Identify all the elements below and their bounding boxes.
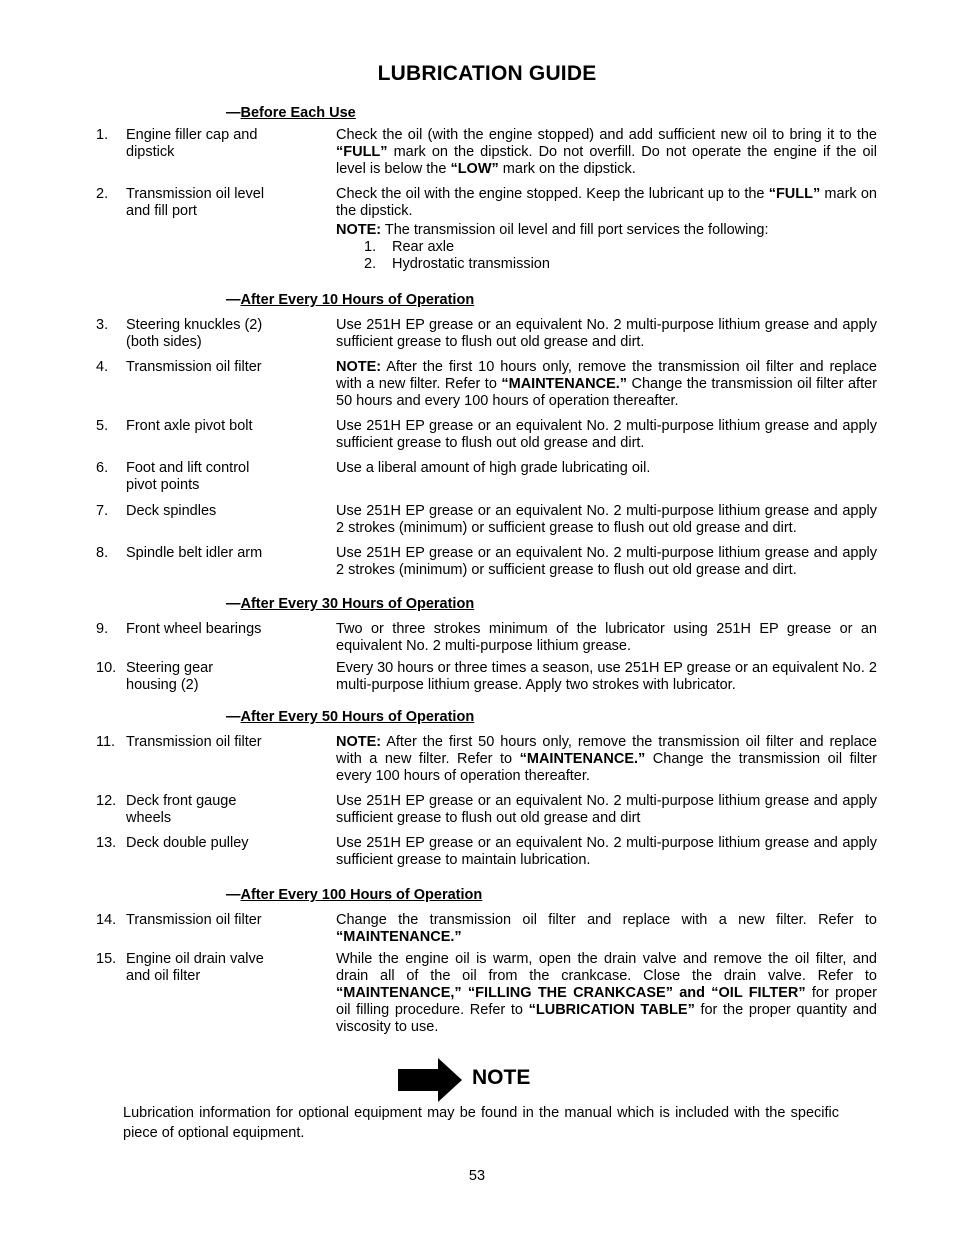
section-dash: — [226, 292, 241, 308]
item-description: NOTE: After the first 10 hours only, remove the transmission oil filter and replace with a new filter. Refer to “MAINTENANCE.” Change the transmission oil filter after 50 hours and every 100 hours of operation thereafter. [336, 359, 878, 409]
item-number: 7. [96, 503, 109, 519]
item-number: 8. [96, 545, 109, 561]
item-label: Foot and lift control pivot points [126, 460, 250, 493]
item-description: Check the oil with the engine stopped. Keep the lubricant up to the “FULL” mark on the dipstick. NOTE: The transmission oil level and fill port services the following: 1. Rear axle 2. Hydrostatic transmission [336, 186, 877, 272]
note-text: Lubrication information for optional equipment may be found in the manual which is included with the specific piece of optional equipment. [123, 1105, 839, 1141]
section-heading [226, 292, 474, 308]
note-heading: NOTE [472, 1066, 531, 1089]
item-label: Steering knuckles (2) (both sides) [126, 317, 263, 350]
item-label: Spindle belt idler arm [126, 545, 263, 561]
item-note: NOTE: The transmission oil level and fill port services the following: [336, 222, 769, 238]
item-number: 12. [96, 793, 117, 809]
right-arrow-icon [398, 1058, 468, 1102]
section-heading-text: After Every 100 Hours of Operation [240, 887, 483, 903]
section-dash: — [226, 709, 241, 725]
section-heading-text: After Every 10 Hours of Operation [240, 292, 475, 308]
item-number: 14. [96, 912, 117, 928]
service-list-item: 2. Hydrostatic transmission [364, 256, 550, 272]
item-description: Use 251H EP grease or an equivalent No. 2 multi-purpose lithium grease and apply 2 strokes (minimum) or sufficient grease to flush out old grease and dirt. [336, 545, 877, 578]
item-number: 3. [96, 317, 109, 333]
item-number: 2. [96, 186, 109, 202]
item-label: Front wheel bearings [126, 621, 262, 637]
item-label: Transmission oil filter [126, 359, 262, 375]
item-description: NOTE: After the first 50 hours only, remove the transmission oil filter and replace with a new filter. Refer to “MAINTENANCE.” Change the transmission oil filter every 100 hours of operation thereafter. [336, 734, 877, 784]
item-description: Use a liberal amount of high grade lubricating oil. [336, 460, 651, 476]
page-number: 53 [468, 1168, 486, 1184]
item-description: Use 251H EP grease or an equivalent No. 2 multi-purpose lithium grease and apply sufficient grease to maintain lubrication. [336, 835, 877, 868]
item-description: While the engine oil is warm, open the drain valve and remove the oil filter, and drain all of the oil from the crankcase. Close the drain valve. Refer to “MAINTENANCE,” “FILLING THE CRANKCASE” and “OIL FILTER” for proper oil filling procedure. Refer to “LUBRICATION TABLE” for the proper quantity and viscosity to use. [336, 951, 877, 1035]
service-list-item: 1. Rear axle [364, 239, 455, 255]
item-label: Transmission oil level and fill port [126, 186, 265, 219]
item-label: Engine filler cap and dipstick [126, 127, 258, 160]
item-label: Transmission oil filter [126, 912, 262, 928]
note-callout [398, 1058, 538, 1102]
page-title: LUBRICATION GUIDE [377, 62, 597, 85]
section-dash: — [226, 887, 241, 903]
section-heading-text: After Every 30 Hours of Operation [240, 596, 475, 612]
item-description: Two or three strokes minimum of the lubricator using 251H EP grease or an equivalent No. 2 multi-purpose lithium grease. [336, 621, 877, 654]
section-heading [226, 887, 482, 903]
item-label: Deck front gauge wheels [126, 793, 237, 826]
item-number: 15. [96, 951, 117, 967]
item-number: 10. [96, 660, 117, 676]
section-heading-text: After Every 50 Hours of Operation [240, 709, 475, 725]
item-description: Use 251H EP grease or an equivalent No. 2 multi-purpose lithium grease and apply 2 strokes (minimum) or sufficient grease to flush out old grease and dirt. [336, 503, 877, 536]
section-dash: — [226, 596, 241, 612]
item-number: 5. [96, 418, 109, 434]
item-description: Use 251H EP grease or an equivalent No. 2 multi-purpose lithium grease and apply sufficient grease to flush out old grease and dirt. [336, 418, 877, 451]
item-label: Steering gear housing (2) [126, 660, 214, 693]
item-number: 11. [96, 734, 116, 750]
service-list [336, 239, 877, 273]
item-description: Use 251H EP grease or an equivalent No. 2 multi-purpose lithium grease and apply sufficient grease to flush out old grease and dirt [336, 793, 877, 826]
item-description: Every 30 hours or three times a season, use 251H EP grease or an equivalent No. 2 multi-purpose lithium grease. Apply two strokes with lubricator. [336, 660, 877, 693]
item-description: Use 251H EP grease or an equivalent No. 2 multi-purpose lithium grease and apply sufficient grease to flush out old grease and dirt. [336, 317, 877, 350]
item-number: 9. [96, 621, 109, 637]
item-label: Deck spindles [126, 503, 217, 519]
section-heading [226, 709, 474, 725]
item-number: 6. [96, 460, 109, 476]
item-number: 13. [96, 835, 117, 851]
item-description: Change the transmission oil filter and replace with a new filter. Refer to “MAINTENANCE.” [336, 912, 877, 945]
item-label: Front axle pivot bolt [126, 418, 253, 434]
item-label: Deck double pulley [126, 835, 249, 851]
section-heading-text: Before Each Use [240, 105, 356, 121]
item-label: Transmission oil filter [126, 734, 262, 750]
item-number: 1. [96, 127, 109, 143]
item-label: Engine oil drain valve and oil filter [126, 951, 264, 984]
item-description: Check the oil (with the engine stopped) and add sufficient new oil to bring it to the “FULL” mark on the dipstick. Do not overfill. Do not operate the engine if the oil level is below the “LOW” mark on the dipstick. [336, 127, 877, 177]
section-dash: — [226, 105, 241, 121]
section-heading [226, 105, 356, 121]
item-number: 4. [96, 359, 109, 375]
section-heading [226, 596, 474, 612]
